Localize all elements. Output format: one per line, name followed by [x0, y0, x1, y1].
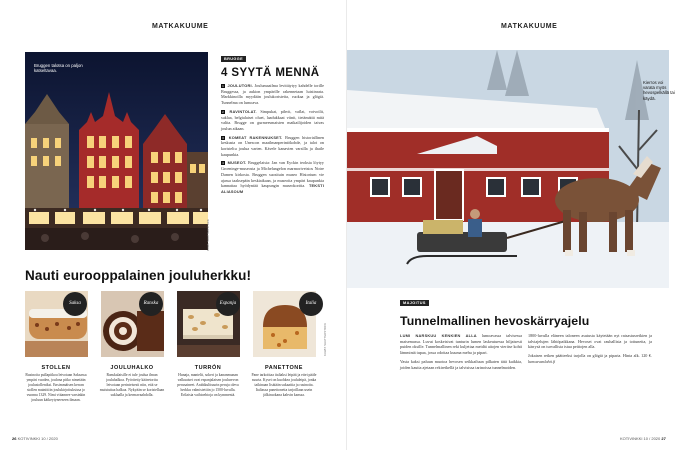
reason-paragraph [221, 135, 324, 158]
stollen-title: STOLLEN [41, 365, 71, 371]
number-marker: 1 [222, 84, 224, 88]
paragraph-lead: LUMI NARSKUU KENKIEN ALLA [400, 333, 477, 338]
body-paragraph [528, 353, 652, 364]
turron-description: Hunaja, mantelit, sokeri ja kananmunan valkuaiset ovat espanjalaisen joulurevon perusaineet. Arabikulttuurin peruja oleva herkku valmistettiin jo 1500-luvulla. Erilaisia vaihtoehtoja on kymmeniä. [177, 373, 239, 398]
bruges-photo [25, 52, 208, 250]
turron-title: TURRÓN [194, 365, 222, 371]
page-number: 26 [12, 436, 17, 441]
badge-france: Ranska [139, 292, 163, 316]
yule-log-description: Ranskalaisille ei tule joulua ilman jouluhalkoa. Pyöritetty kääretorttu leivotaan perinteisesti niin, että se muistuttaa halkoa. Nykyään se koristellaan suklaalla ja kermavaahdolla. [99, 373, 165, 398]
reason-paragraph [221, 83, 324, 106]
article-body [221, 83, 324, 198]
body-paragraph [400, 359, 522, 370]
reason-paragraph [221, 109, 324, 132]
footer-text: KOTIVINKKI 10 / 2020 [17, 436, 58, 441]
yule-log-title: JOULUHALKO [110, 365, 154, 371]
paragraph-text: Vasta kaksi paluun muotoa hevosen seikkailuun pilkaten tätä kaikkia, joiden kautta ajetaan rekiretkellä ja talvisissa tarinoissa tunnelmoiden. [400, 358, 522, 370]
badge-germany: Saksa [63, 292, 87, 316]
paragraph-text: Simpukat, pihvit, vaflat, votvoilit, suklaa, belgialaiset oluet, laadukkaat viinit, tietämättä mitä valita. Brugge on gurmeesmaisten matkailijoiden taivas joulun aikaan. [221, 108, 324, 131]
left-footer [12, 436, 58, 441]
cakes-credit: KUVAT: SHUTTERSTOCK [323, 323, 327, 356]
website-link[interactable]: lumoavanlahti.fi [528, 358, 556, 364]
paragraph-text: lumoavassa talvisessa maisemassa. Luvut koskeisivat tunturin lumen laskeutuessa hiljaisesti puiden oksille. Tunnelmallinen reki kuljettaa meidät aitojen vieritse kohti lämmintä tupaa, jossa odottaa kuuma mehu ja pipari. [400, 333, 522, 356]
section-label: MATKAKUUME [152, 23, 209, 30]
paragraph-lead: KOMEAT RAKENNUKSET. [228, 134, 283, 140]
number-marker: 4 [222, 161, 224, 166]
article-kicker: BRUGGE [221, 56, 246, 62]
section-label: MATKAKUUME [501, 23, 558, 30]
horse-photo-caption: Kierros voi varata myös hevospelkällä tai käydä. [643, 80, 675, 101]
article-body-col1 [400, 333, 522, 373]
paragraph-lead: JOULUTORI. [227, 83, 254, 88]
body-paragraph [400, 333, 522, 356]
footer-text: KOTIVINKKI 10 / 2020 [620, 436, 661, 441]
right-footer [620, 436, 666, 441]
article-body-col2 [528, 333, 652, 368]
bruges-photo-caption: Bruggen talotsa on paljon katseltavaa. [34, 63, 83, 74]
reason-paragraph [221, 160, 324, 194]
article-headline: 4 SYYTÄ MENNÄ [221, 67, 320, 79]
paragraph-text: Jokaisen retken päätteeksi tarjolla on glögiä ja piparia. Hinta alk. 120 €. [528, 353, 652, 359]
number-marker: 2 [222, 109, 224, 114]
stollen-description: Rusinoita pullapitkoa leivotaan Saksassa ympäri vuoden, joulona pitko nimetään joulustolleniksi. Ensimmäisen kerran stollen mainittiin joulukirjoituksissa jo vuonna 1329. Nimi viitannee varsinkin jouluun kätkeytyneeseen ilmaan. [25, 373, 87, 403]
panettone-description: Pane tarkoittaa italiaksi leipää ja ettei pääle suurta. Kysei on kuohkea joululeipä, jonka taikinaan lisätään sukaattia ja rusinoita. Italiassa panettonetta tarjoillaan usein jälkiruokana kahvin kanssa. [251, 373, 317, 398]
byline: TEKSTI ALIASOUM [221, 183, 324, 194]
paragraph-text: Joulumaailma levittäytyy kahdelle torille Bruggessa, ja aukion ympärille rakennetaan luistinrata. Markkinoilla myydään joulukoristeita, ruokaa ja glögiä. Tunnelma on lumoava. [221, 83, 324, 106]
badge-spain: Espanja [216, 292, 240, 316]
paragraph-lead: RAVINTOLAT. [229, 108, 257, 114]
paragraph-text: Bruggen historiallinen keskusta on Unescon maailmanperintökohde, ja talot on koristeltu joulua varten. Kävele kanavien varsilla ja ihaile kaupunkia. [221, 134, 324, 157]
paragraph-lead: MUSEOT. [227, 160, 247, 166]
bruges-photo-credit: KUVA: SHUTTERSTOCK [206, 219, 210, 251]
page-number: 27 [661, 436, 666, 441]
paragraph-text: 1800-luvulla eläneen taloneen asutusta käytetään nyt ratsastusretkien ja talviajelujen lähtöpaikkana. Hevoset ovat rauhallisia ja tottuneita, ja kärrysä on turvallista istua peittojen alla. [528, 333, 652, 350]
badge-italy: Italia [299, 292, 323, 316]
paragraph-text: Bruggelaisia: Jan van Eyckin teoksia löytyy Groeninge-museosta ja Michelangelon marmoriveistos Notre Damen kirkosta. Bruggen suosituin museo Historium vie ajassa taaksepäin keskiaikaan, ja museoita ympäri kaupunkia kannattaa hyödyntää kaupungin museokorttia. [221, 160, 324, 189]
horse-sleigh-photo [347, 50, 669, 288]
article-headline: Tunnelmallinen hevoskärryajelu [400, 314, 590, 328]
feature-title: Nauti eurooppalainen jouluherkku! [25, 268, 252, 283]
panettone-title: PANETTONE [265, 365, 303, 371]
body-paragraph [528, 333, 652, 350]
number-marker: 3 [222, 135, 224, 140]
article-kicker: MAJOITUS [400, 300, 429, 306]
